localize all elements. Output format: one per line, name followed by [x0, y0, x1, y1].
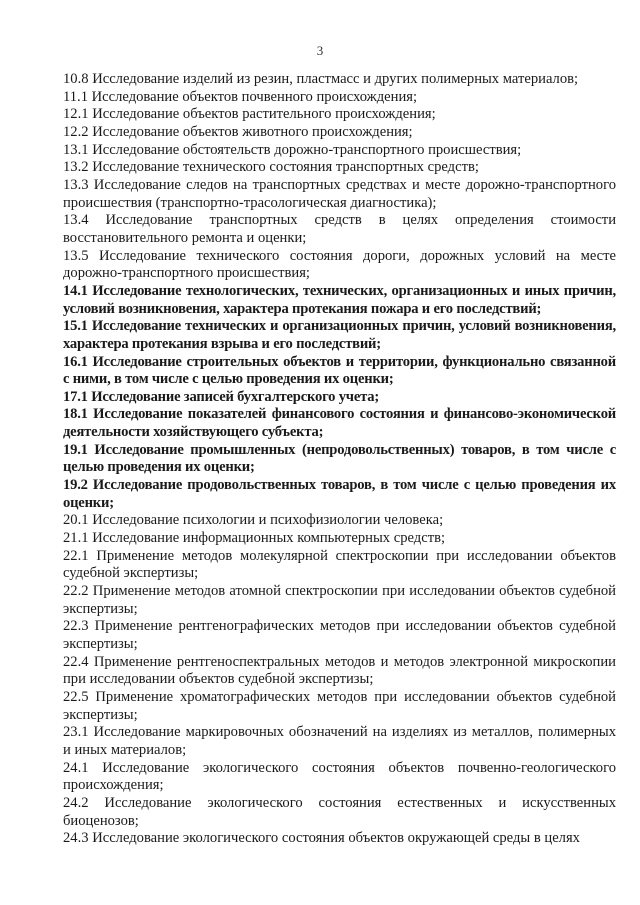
- list-item: 12.2 Исследование объектов животного происхождения;: [63, 123, 413, 140]
- expertise-list: [63, 71, 616, 848]
- list-item: 22.3 Применение рентгенографических методов при исследовании объектов судебной экспертизы;: [63, 618, 616, 652]
- list-item: 22.1 Применение методов молекулярной спектроскопии при исследовании объектов судебной экспертизы;: [63, 547, 616, 582]
- list-item: 13.2 Исследование технического состояния транспортных средств;: [63, 159, 479, 176]
- list-item: 24.1 Исследование экологического состояния объектов почвенно-геологического происхождения;: [63, 759, 616, 794]
- list-item: 12.1 Исследование объектов растительного происхождения;: [63, 106, 436, 123]
- list-item: 13.4 Исследование транспортных средств в целях определения стоимости восстановительного ремонта и оценки;: [63, 212, 616, 246]
- list-item: 13.5 Исследование технического состояния дороги, дорожных условий на месте дорожно-транспортного происшествия;: [63, 247, 616, 282]
- page-number: 3: [316, 43, 324, 58]
- list-item: 24.2 Исследование экологического состояния естественных и искусственных биоценозов;: [63, 794, 616, 829]
- list-item: 19.2 Исследование продовольственных товаров, в том числе с целью проведения их оценки;: [63, 477, 616, 511]
- list-item: 20.1 Исследование психологии и психофизиологии человека;: [63, 512, 444, 529]
- list-item: 10.8 Исследование изделий из резин, пластмасс и других полимерных материалов;: [63, 71, 579, 87]
- list-item: 19.1 Исследование промышленных (непродовольственных) товаров, в том числе с целью проведения их оценки;: [63, 441, 616, 476]
- list-item: 17.1 Исследование записей бухгалтерского учета;: [63, 388, 380, 405]
- list-item: 22.4 Применение рентгеноспектральных методов и методов электронной микроскопии при исследовании объектов судебной экспертизы;: [63, 653, 616, 688]
- list-item: 13.3 Исследование следов на транспортных средствах и месте дорожно-транспортного происшествия (транспортно-трасологическая диагностика);: [63, 176, 616, 211]
- list-item: 23.1 Исследование маркировочных обозначений на изделиях из металлов, полимерных и иных материалов;: [63, 724, 616, 758]
- list-item: 16.1 Исследование строительных объектов и территории, функционально связанной с ними, в том числе с целью проведения их оценки;: [63, 353, 616, 388]
- list-item: 22.5 Применение хроматографических методов при исследовании объектов судебной экспертизы;: [63, 688, 616, 723]
- list-item: 24.3 Исследование экологического состояния объектов окружающей среды в целях: [63, 830, 580, 847]
- list-item: 11.1 Исследование объектов почвенного происхождения;: [63, 88, 418, 105]
- list-item: 21.1 Исследование информационных компьютерных средств;: [63, 530, 446, 547]
- list-item: 14.1 Исследование технологических, технических, организационных и иных причин, условий возникновения, характера протекания пожара и его последствий;: [63, 282, 616, 317]
- list-item: 22.2 Применение методов атомной спектроскопии при исследовании объектов судебной экспертизы;: [63, 583, 616, 617]
- list-item: 13.1 Исследование обстоятельств дорожно-транспортного происшествия;: [63, 141, 522, 158]
- list-item: 18.1 Исследование показателей финансового состояния и финансово-экономической деятельности хозяйствующего субъекта;: [63, 406, 616, 441]
- list-item: 15.1 Исследование технических и организационных причин, условий возникновения, характера протекания взрыва и его последствий;: [63, 318, 616, 352]
